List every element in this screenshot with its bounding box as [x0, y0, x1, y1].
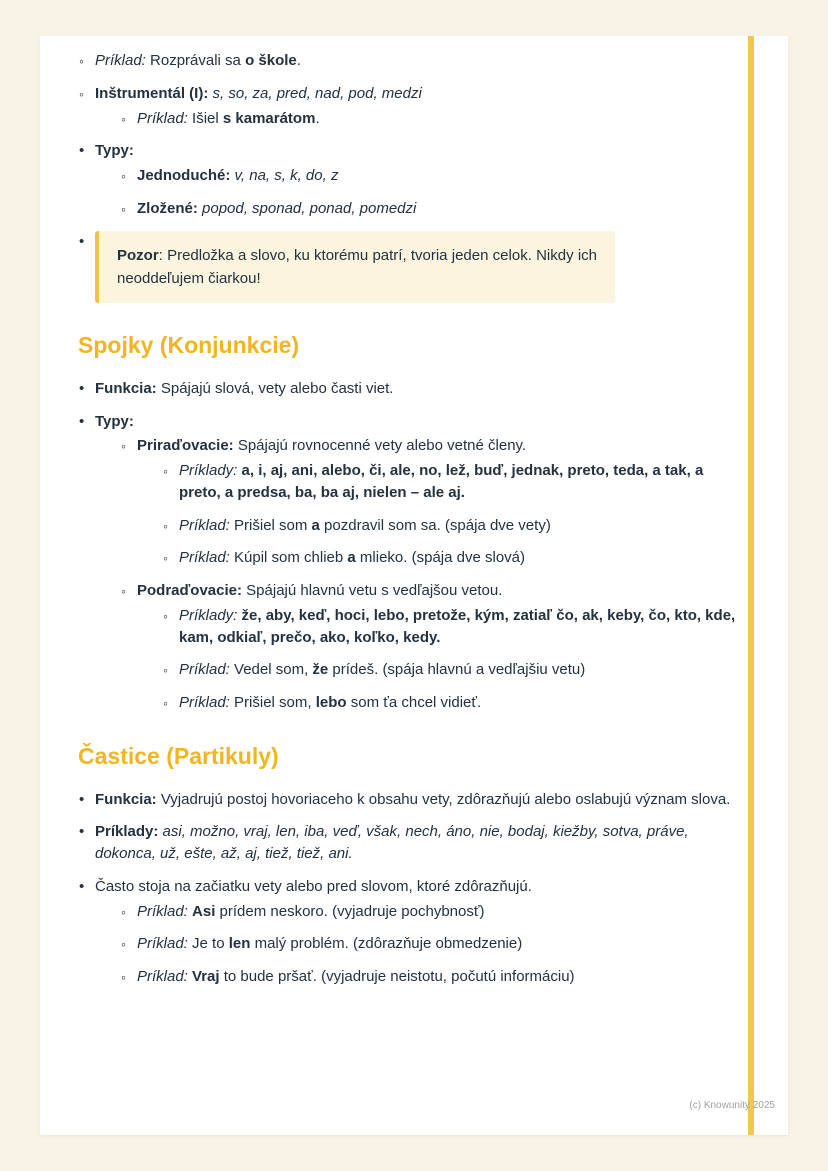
list-item [120, 966, 742, 988]
list-item [78, 821, 742, 865]
list-item [78, 50, 742, 72]
list-item-text: Príklad: Asi prídem neskoro. (vyjadruje pochybnosť) [137, 902, 485, 920]
list-item [78, 378, 742, 400]
spojky-list [78, 378, 742, 714]
document-card [40, 36, 788, 1135]
section-heading-spojky: Spojky (Konjunkcie) [78, 332, 300, 358]
list-item-callout [78, 231, 742, 304]
list-item [120, 901, 742, 923]
section-heading-castice: Častice (Partikuly) [78, 742, 279, 769]
list-item [120, 108, 742, 130]
list-item [162, 659, 742, 681]
list-item-text: Príklad: Prišiel som a pozdravil som sa. (spája dve vety) [179, 516, 551, 534]
list-item [78, 789, 742, 811]
list-item-text: Príklad: Prišiel som, lebo som ťa chcel vidieť. [179, 694, 482, 711]
list-item-text: Zložené: popod, sponad, ponad, pomedzi [137, 199, 417, 217]
list-item [120, 198, 742, 220]
list-item-text: Často stoja na začiatku vety alebo pred slovom, ktoré zdôrazňujú. [95, 877, 532, 895]
list-item-text: Priraďovacie: Spájajú rovnocenné vety alebo vetné členy. [137, 437, 527, 455]
list-item-text: Príklady: a, i, aj, ani, alebo, či, ale, no, lež, buď, jednak, preto, teda, a tak, a preto, a predsa, ba, ba aj, nielen – ale aj. [179, 462, 704, 501]
list-item [78, 83, 742, 130]
list-item-text: Inštrumentál (I): s, so, za, pred, nad, pod, medzi [95, 84, 422, 102]
callout-text: Pozor: Predložka a slovo, ku ktorému patrí, tvoria jeden celok. Nikdy ich neoddeľujem čiarkou! [117, 246, 597, 287]
list-item-text: Príklad: Je to len malý problém. (zdôrazňuje obmedzenie) [137, 935, 523, 953]
list-item [78, 876, 742, 988]
list-item [78, 140, 742, 219]
sub-list [120, 165, 742, 220]
list-item-text: Príklad: Vraj to bude pršať. (vyjadruje neistotu, počutú informáciu) [137, 968, 575, 985]
top-list [78, 140, 742, 303]
list-item [162, 692, 742, 714]
orphan-list-level2 [78, 83, 742, 130]
sub-list [162, 605, 742, 714]
list-item-text: Príklady: asi, možno, vraj, len, iba, veď, však, nech, áno, nie, bodaj, kiežby, sotva, práve, dokonca, už, ešte, až, aj, tiež, tiež, ani. [95, 823, 689, 862]
list-item [120, 580, 742, 714]
list-item-text: Funkcia: Vyjadrujú postoj hovoriaceho k obsahu vety, zdôrazňujú alebo oslabujú význam slova. [95, 790, 731, 808]
list-item [120, 165, 742, 187]
list-item [162, 515, 742, 537]
list-item-text: Príklad: Išiel s kamarátom. [137, 109, 320, 127]
list-item-text: Jednoduché: v, na, s, k, do, z [137, 167, 339, 184]
list-item-text: Príklad: Kúpil som chlieb a mlieko. (spája dve slová) [179, 549, 525, 567]
castice-list [78, 789, 742, 988]
sub-list [120, 108, 742, 130]
list-item-text: Funkcia: Spájajú slová, vety alebo časti viet. [95, 379, 394, 397]
list-item [162, 547, 742, 569]
list-item-text: Typy: [95, 412, 134, 430]
accent-stripe [748, 36, 754, 1135]
list-item [78, 411, 742, 714]
sub-list [162, 460, 742, 569]
footer-copyright: (c) Knowunity 2025 [689, 1100, 775, 1111]
list-item [120, 435, 742, 569]
list-item-text: Príklad: Rozprávali sa o škole. [95, 52, 301, 69]
list-item [162, 460, 742, 504]
list-item [162, 605, 742, 649]
list-item-text: Typy: [95, 142, 134, 160]
list-item-text: Príklad: Vedel som, že prídeš. (spája hlavnú a vedľajšiu vetu) [179, 661, 586, 679]
list-item-text: Príklady: že, aby, keď, hoci, lebo, pretože, kým, zatiaľ čo, ak, keby, čo, kto, kde, kam, odkiaľ, prečo, ako, koľko, kedy. [179, 606, 736, 646]
list-item [120, 933, 742, 955]
document-content [78, 50, 742, 988]
sub-list [120, 435, 742, 714]
list-item-text: Podraďovacie: Spájajú hlavnú vetu s vedľajšou vetou. [137, 582, 503, 599]
callout-pozor [95, 231, 615, 304]
sub-list [120, 901, 742, 988]
orphan-list-level3 [78, 50, 742, 72]
